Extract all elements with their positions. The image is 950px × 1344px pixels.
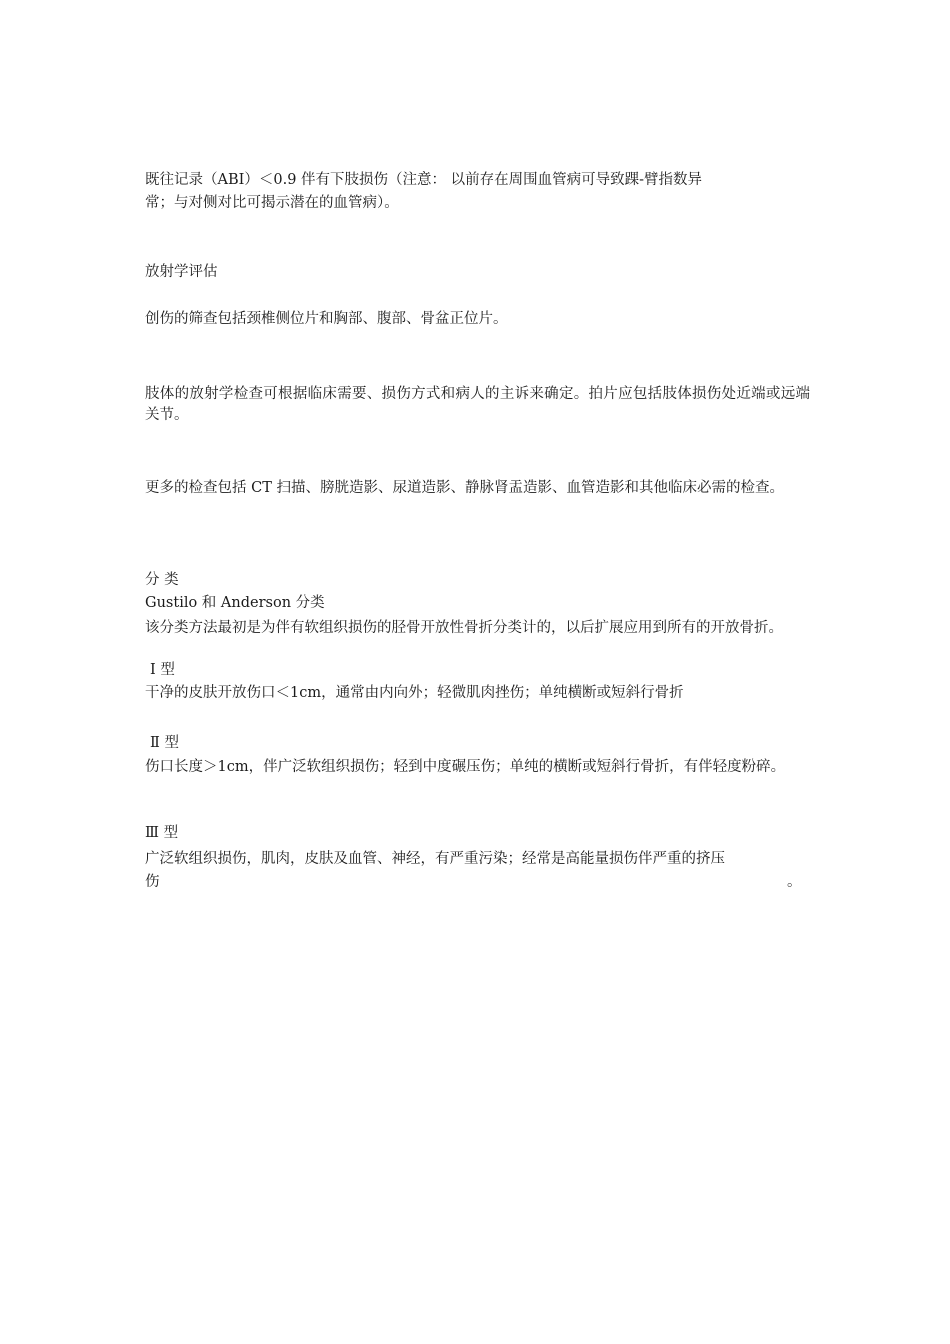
abi-paragraph-line-1: 既往记录（ABI）＜0.9 伴有下肢损伤（注意： 以前存在周围血管病可导致踝-臂指数异 <box>145 172 703 188</box>
limb-xray-paragraph: 肢体的放射学检查可根据临床需要、损伤方式和病人的主诉来确定。拍片应包括肢体损伤处近端或远端关节。 <box>145 386 810 423</box>
screening-paragraph: 创伤的筛查包括颈椎侧位片和胸部、腹部、骨盆正位片。 <box>145 311 508 327</box>
type-3-description-line-2: 伤 <box>145 874 160 890</box>
type-1-label: Ⅰ 型 <box>150 662 175 678</box>
classification-heading: 分 类 <box>145 572 179 588</box>
gustilo-title: Gustilo 和 Anderson 分类 <box>145 595 325 611</box>
type-2-description: 伤口长度＞1cm，伴广泛软组织损伤；轻到中度碾压伤；单纯的横断或短斜行骨折，有伴轻度粉碎。 <box>145 759 786 775</box>
type-3-label: Ⅲ 型 <box>145 825 179 841</box>
type-1-description: 干净的皮肤开放伤口＜1cm，通常由内向外；轻微肌肉挫伤；单纯横断或短斜行骨折 <box>145 685 684 701</box>
radiology-heading: 放射学评估 <box>145 264 218 280</box>
gustilo-description: 该分类方法最初是为伴有软组织损伤的胫骨开放性骨折分类计的，以后扩展应用到所有的开放骨折。 <box>145 620 783 636</box>
type-3-trailing-period: 。 <box>787 874 802 890</box>
further-exam-paragraph: 更多的检查包括 CT 扫描、膀胱造影、尿道造影、静脉肾盂造影、血管造影和其他临床必需的检查。 <box>145 480 784 496</box>
abi-paragraph-line-2: 常；与对侧对比可揭示潜在的血管病）。 <box>145 195 399 211</box>
type-2-label: Ⅱ 型 <box>150 735 179 751</box>
type-3-description-line-1: 广泛软组织损伤，肌肉，皮肤及血管、神经，有严重污染；经常是高能量损伤伴严重的挤压 <box>145 851 725 867</box>
